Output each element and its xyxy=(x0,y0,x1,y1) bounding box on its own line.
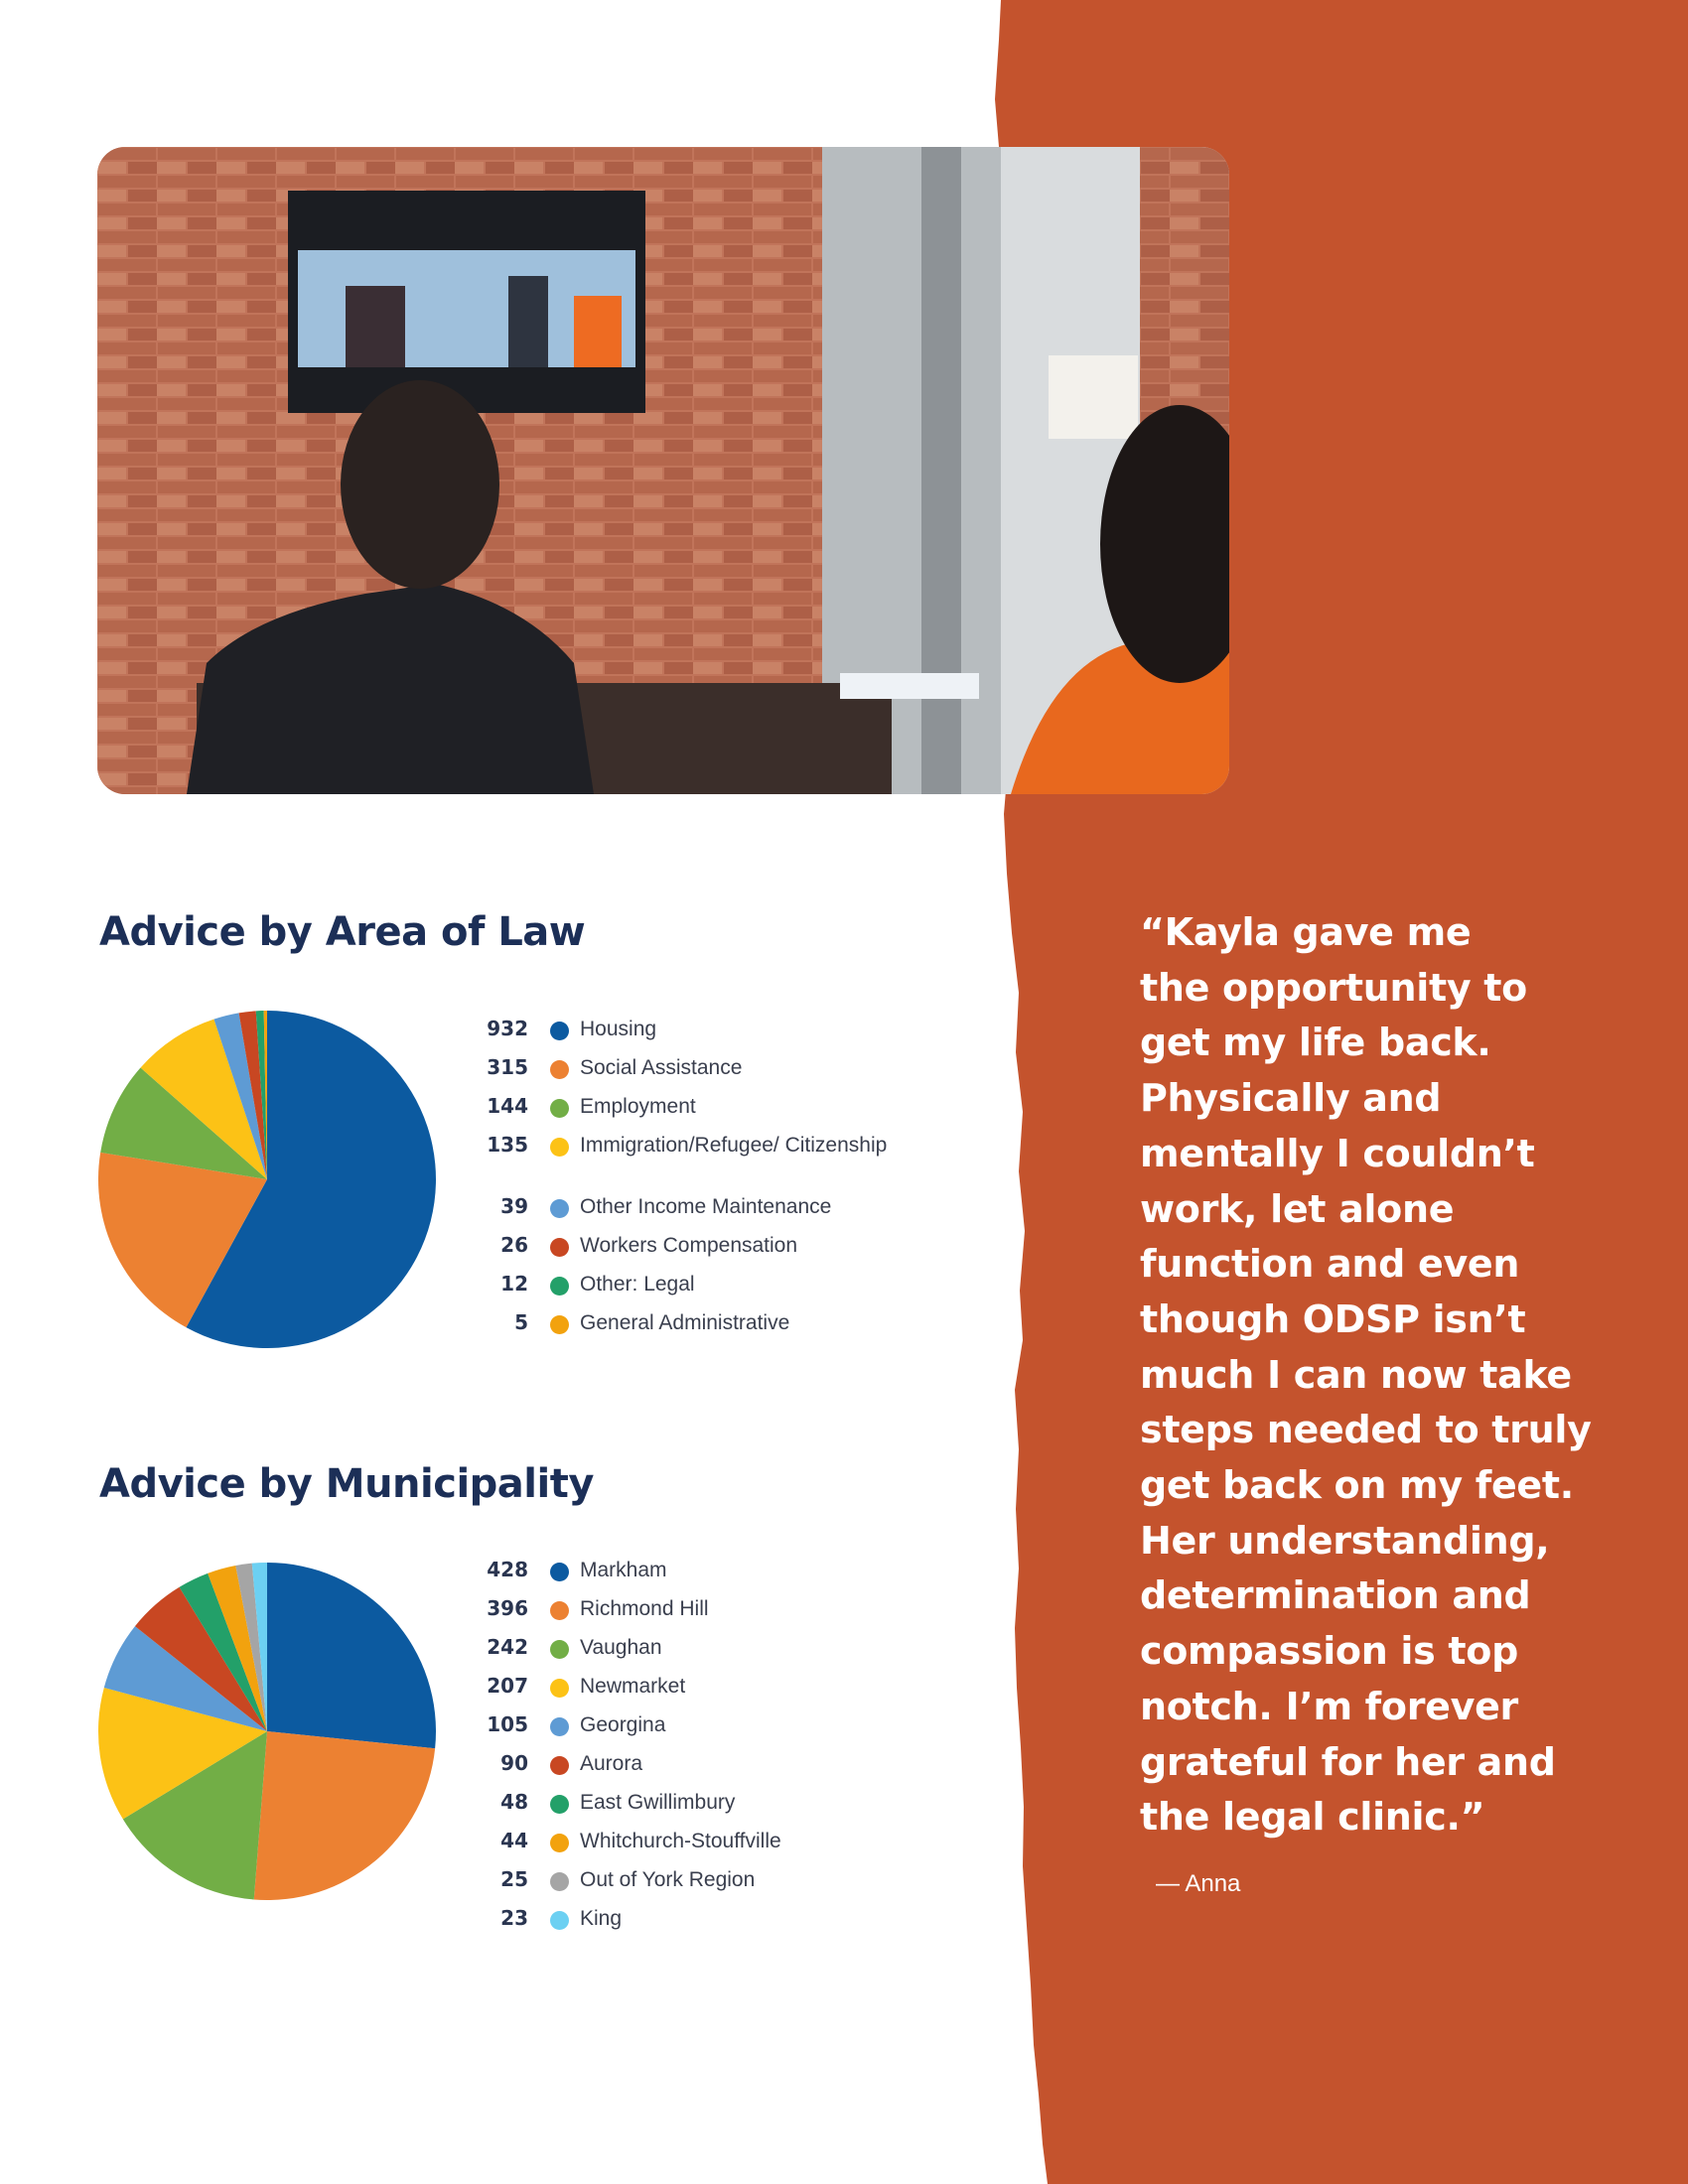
legend-swatch-icon xyxy=(550,1022,569,1040)
pie-slice-richmond-hill xyxy=(254,1731,435,1900)
legend-swatch-icon xyxy=(550,1099,569,1118)
legend-value: 135 xyxy=(487,1133,528,1157)
legend-label: Aurora xyxy=(580,1752,643,1775)
legend-value: 25 xyxy=(500,1867,528,1891)
legend-swatch-icon xyxy=(550,1756,569,1775)
legend-label: Social Assistance xyxy=(580,1056,743,1079)
legend-value: 5 xyxy=(514,1310,528,1334)
chart-title-area-of-law: Advice by Area of Law xyxy=(99,909,586,955)
testimonial-attribution: — Anna xyxy=(1156,1870,1241,1897)
legend-label: Whitchurch-Stouffville xyxy=(580,1830,781,1852)
photo-virtual-meeting-icon xyxy=(97,147,1229,794)
legend-label: Workers Compensation xyxy=(580,1234,798,1257)
legend-swatch-icon xyxy=(550,1640,569,1659)
pie-slice-markham xyxy=(267,1563,436,1748)
legend-swatch-icon xyxy=(550,1872,569,1891)
legend-label: Employment xyxy=(580,1095,696,1118)
legend-swatch-icon xyxy=(550,1277,569,1296)
legend-label: Housing xyxy=(580,1018,657,1040)
legend-value: 932 xyxy=(487,1017,528,1040)
legend-label: East Gwillimbury xyxy=(580,1791,736,1814)
legend-value: 396 xyxy=(487,1596,528,1620)
legend-label: Markham xyxy=(580,1559,667,1581)
legend-value: 44 xyxy=(500,1829,528,1852)
legend-value: 207 xyxy=(487,1674,528,1698)
legend-label: Vaughan xyxy=(580,1636,662,1659)
pie-chart-municipality xyxy=(95,1560,439,1903)
legend-value: 12 xyxy=(500,1272,528,1296)
legend-value: 23 xyxy=(500,1906,528,1930)
legend-label: Other: Legal xyxy=(580,1273,695,1296)
legend-label: King xyxy=(580,1907,623,1930)
legend-swatch-icon xyxy=(550,1060,569,1079)
legend-swatch-icon xyxy=(550,1563,569,1581)
legend-value: 39 xyxy=(500,1194,528,1218)
legend-value: 48 xyxy=(500,1790,528,1814)
legend-value: 428 xyxy=(487,1558,528,1581)
legend-swatch-icon xyxy=(550,1717,569,1736)
legend-label: Other Income Maintenance xyxy=(580,1195,832,1218)
legend-swatch-icon xyxy=(550,1199,569,1218)
legend-value: 144 xyxy=(487,1094,528,1118)
legend-label: Richmond Hill xyxy=(580,1597,709,1620)
legend-label: General Administrative xyxy=(580,1311,790,1334)
legend-swatch-icon xyxy=(550,1238,569,1257)
chart-title-municipality: Advice by Municipality xyxy=(99,1461,594,1507)
legend-value: 26 xyxy=(500,1233,528,1257)
meeting-photo xyxy=(97,147,1229,794)
legend-value: 242 xyxy=(487,1635,528,1659)
legend-value: 105 xyxy=(487,1712,528,1736)
legend-label: Georgina xyxy=(580,1713,666,1736)
legend-label: Newmarket xyxy=(580,1675,686,1698)
legend-swatch-icon xyxy=(550,1138,569,1157)
legend-swatch-icon xyxy=(550,1679,569,1698)
legend-swatch-icon xyxy=(550,1315,569,1334)
legend-swatch-icon xyxy=(550,1601,569,1620)
pie-chart-area-of-law xyxy=(95,1008,439,1351)
legend-value: 315 xyxy=(487,1055,528,1079)
legend-label: Out of York Region xyxy=(580,1868,756,1891)
legend-value: 90 xyxy=(500,1751,528,1775)
legend-label: Immigration/Refugee/ Citizenship xyxy=(580,1134,888,1157)
legend-swatch-icon xyxy=(550,1911,569,1930)
legend-swatch-icon xyxy=(550,1795,569,1814)
legend-swatch-icon xyxy=(550,1834,569,1852)
testimonial-quote: “Kayla gave me the opportunity to get my life back. Physically and mentally I couldn’t work, let alone function and even though ODSP isn’t much I can now take steps needed to truly get back on my feet. Her understanding, determination and compassion is top notch. I’m forever grateful for her and the legal clinic.” xyxy=(1140,910,1592,1840)
